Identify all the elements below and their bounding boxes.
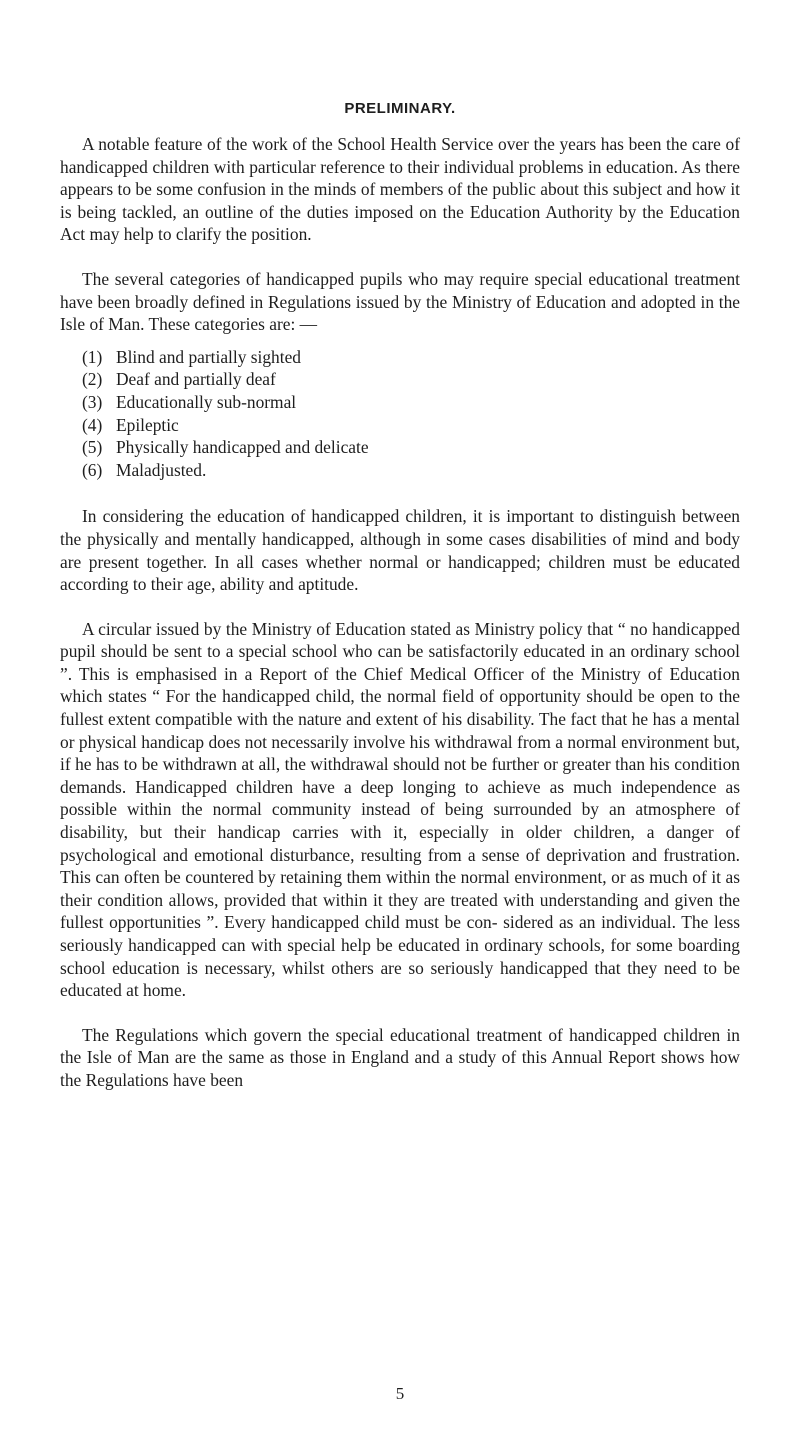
- categories-list: [82, 346, 740, 482]
- list-item-number: (2): [82, 369, 103, 390]
- list-item-label: Maladjusted.: [116, 459, 207, 480]
- list-item-number: (3): [82, 391, 103, 412]
- list-item: [82, 346, 740, 369]
- page-number: 5: [395, 1384, 405, 1403]
- list-item-number: (5): [82, 437, 103, 458]
- list-item-label: Deaf and partially deaf: [116, 369, 276, 390]
- list-item-number: (1): [82, 346, 103, 367]
- document-page: [60, 100, 740, 1114]
- list-item-label: Physically handicapped and delicate: [116, 437, 369, 458]
- list-item: [82, 414, 740, 437]
- list-item: [82, 368, 740, 391]
- paragraph-categories-intro: The several categories of handicapped pupils who may require special educational treatment have been broadly defined in Regulations issued by the Ministry of Education and adopted in the Isle of Man. These categories are: —: [60, 268, 740, 335]
- list-item: [82, 436, 740, 459]
- list-item: [82, 459, 740, 482]
- paragraph-intro: A notable feature of the work of the School Health Service over the years has been the care of handicapped children with particular reference to their individual problems in education. As there appears to be some confusion in the minds of members of the public about this subject and how it is being tackled, an outline of the duties imposed on the Education Authority by the Education Act may help to clarify the position.: [60, 134, 740, 245]
- paragraph-regulations: The Regulations which govern the special educational treatment of handicapped children in the Isle of Man are the same as those in England and a study of this Annual Report shows how the Regulations have been: [60, 1024, 740, 1090]
- list-item-number: (6): [82, 459, 103, 480]
- list-item-label: Blind and partially sighted: [116, 346, 301, 367]
- list-item: [82, 391, 740, 414]
- list-item-number: (4): [82, 414, 103, 435]
- paragraph-considering: In considering the education of handicapped children, it is important to distinguish between the physically and mentally handicapped, although in some cases disabilities of mind and body are present together. In all cases whether normal or handicapped; children must be educated according to their age, ability and aptitude.: [60, 506, 740, 595]
- list-item-label: Educationally sub-normal: [116, 391, 297, 412]
- section-heading: PRELIMINARY.: [344, 100, 456, 117]
- list-item-label: Epileptic: [116, 414, 179, 435]
- paragraph-circular: A circular issued by the Ministry of Education stated as Ministry policy that “ no handicapped pupil should be sent to a special school who can be satisfactorily educated in an ordinary school ”. This is emphasised in a Report of the Chief Medical Officer of the Ministry of Education which states “ For the handicapped child, the normal field of opportunity should be open to the fullest extent compatible with the nature and extent of his disability. The fact that he has a mental or physical handicap does not necessarily involve his withdrawal from a normal environment but, if he has to be withdrawn at all, the withdrawal should not be further or greater than his condition demands. Handicapped children have a deep longing to achieve as much independence as possible within the normal community instead of being surrounded by an atmosphere of disability, but their handicap carries with it, especially in older children, a danger of psychological and emotional disturbance, resulting from a sense of deprivation and frustration. This can often be countered by retaining them within the normal environment, or as much of it as their condition allows, provided that within it they are treated with understanding and given the fullest opportunities ”. Every handicapped child must be con- sidered as an individual. The less seriously handicapped can with special help be educated in ordinary schools, for some boarding school education is necessary, whilst others are so seriously handicapped that they need to be educated at home.: [60, 618, 740, 1001]
